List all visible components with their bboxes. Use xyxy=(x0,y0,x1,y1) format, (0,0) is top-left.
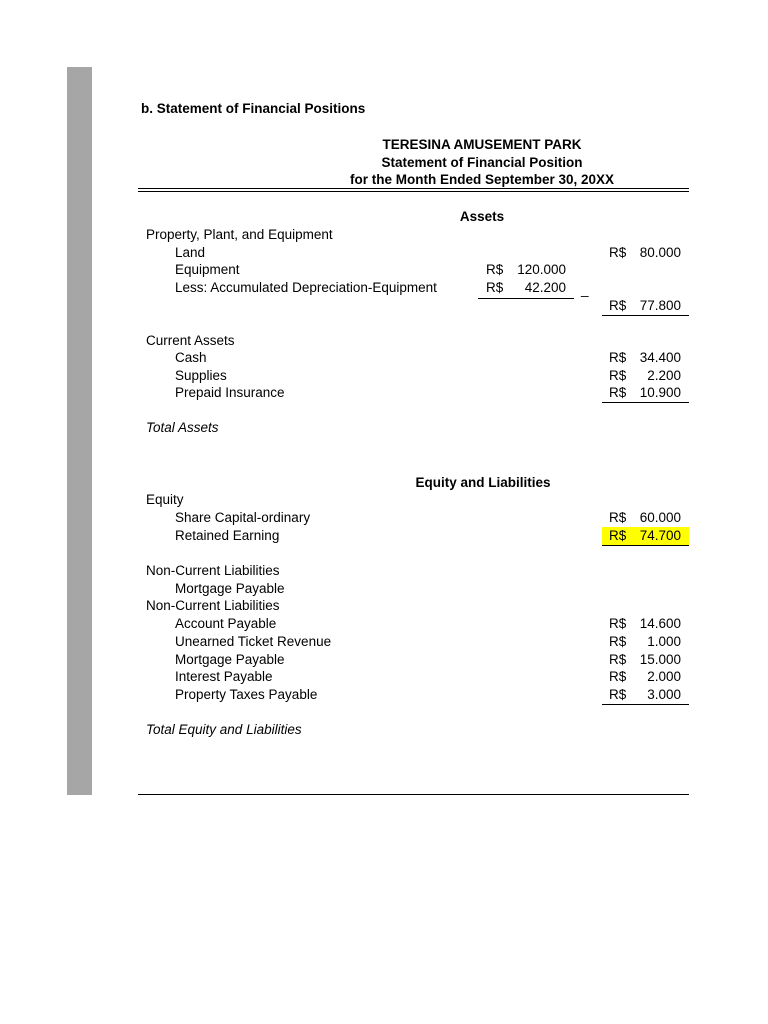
currency-symbol: R$ xyxy=(609,528,627,543)
equity-liabilities-heading: Equity and Liabilities xyxy=(415,475,551,490)
amount-value: 10.900 xyxy=(639,385,681,400)
company-name: TERESINA AMUSEMENT PARK xyxy=(382,137,582,152)
noncurrent-liabilities-label: Non-Current Liabilities xyxy=(146,563,280,578)
amount-value: 60.000 xyxy=(639,510,681,525)
equity-rule xyxy=(602,545,689,546)
currency-symbol: R$ xyxy=(609,385,627,400)
currency-symbol: R$ xyxy=(609,350,627,365)
amount-value: 42.200 xyxy=(524,280,566,295)
accum-dep-amount xyxy=(486,280,566,296)
interest-payable-amount xyxy=(609,669,681,685)
subtraction-mark: _ xyxy=(581,282,589,297)
noncurrent-mortgage-label: Mortgage Payable xyxy=(175,581,285,596)
currency-symbol: R$ xyxy=(609,298,627,313)
statement-title: Statement of Financial Position xyxy=(381,155,583,170)
currency-symbol: R$ xyxy=(609,510,627,525)
amount-value: 3.000 xyxy=(647,687,681,702)
unearned-revenue-amount xyxy=(609,634,681,650)
currency-symbol: R$ xyxy=(609,634,627,649)
share-capital-label: Share Capital-ordinary xyxy=(175,510,311,525)
ppe-subtotal-rule xyxy=(478,298,574,299)
total-equity-liabilities-label: Total Equity and Liabilities xyxy=(146,722,302,737)
header-double-rule-top xyxy=(138,188,689,189)
amount-value: 2.200 xyxy=(647,368,681,383)
amount-value: 80.000 xyxy=(639,245,681,260)
property-taxes-amount xyxy=(609,687,681,703)
land-label: Land xyxy=(175,245,206,260)
account-payable-label: Account Payable xyxy=(175,616,277,631)
header-double-rule-bottom xyxy=(138,191,689,192)
retained-earning-amount xyxy=(609,528,681,544)
amount-value: 14.600 xyxy=(639,616,681,631)
currency-symbol: R$ xyxy=(609,687,627,702)
equipment-amount xyxy=(486,262,566,278)
amount-value: 120.000 xyxy=(517,262,566,277)
currency-symbol: R$ xyxy=(609,245,627,260)
margin-bar xyxy=(67,67,92,795)
prepaid-label: Prepaid Insurance xyxy=(175,385,285,400)
currency-symbol: R$ xyxy=(609,368,627,383)
equity-label: Equity xyxy=(146,492,184,507)
property-taxes-label: Property Taxes Payable xyxy=(175,687,318,702)
interest-payable-label: Interest Payable xyxy=(175,669,273,684)
assets-heading: Assets xyxy=(459,209,505,224)
liabilities-rule xyxy=(602,704,689,705)
account-payable-amount xyxy=(609,616,681,632)
unearned-revenue-label: Unearned Ticket Revenue xyxy=(175,634,332,649)
currency-symbol: R$ xyxy=(609,652,627,667)
accum-dep-label: Less: Accumulated Depreciation-Equipment xyxy=(175,280,437,295)
equipment-label: Equipment xyxy=(175,262,240,277)
amount-value: 2.000 xyxy=(647,669,681,684)
land-amount xyxy=(609,245,681,261)
supplies-amount xyxy=(609,368,681,384)
second-liabilities-label: Non-Current Liabilities xyxy=(146,598,280,613)
currency-symbol: R$ xyxy=(486,280,504,295)
share-capital-amount xyxy=(609,510,681,526)
current-assets-rule xyxy=(602,402,689,403)
currency-symbol: R$ xyxy=(609,669,627,684)
statement-period: for the Month Ended September 30, 20XX xyxy=(349,172,615,187)
amount-value: 34.400 xyxy=(639,350,681,365)
amount-value: 77.800 xyxy=(639,298,681,313)
ppe-total-rule xyxy=(602,315,689,316)
net-equipment-amount xyxy=(609,298,681,314)
supplies-label: Supplies xyxy=(175,368,227,383)
ppe-label: Property, Plant, and Equipment xyxy=(146,227,333,242)
current-assets-label: Current Assets xyxy=(146,333,235,348)
total-assets-label: Total Assets xyxy=(146,420,219,435)
mortgage-payable-amount xyxy=(609,652,681,668)
section-heading: b. Statement of Financial Positions xyxy=(141,101,366,116)
amount-value: 74.700 xyxy=(639,528,681,543)
currency-symbol: R$ xyxy=(486,262,504,277)
footer-rule xyxy=(138,794,689,795)
amount-value: 15.000 xyxy=(639,652,681,667)
currency-symbol: R$ xyxy=(609,616,627,631)
prepaid-amount xyxy=(609,385,681,401)
mortgage-payable-label: Mortgage Payable xyxy=(175,652,285,667)
amount-value: 1.000 xyxy=(647,634,681,649)
cash-label: Cash xyxy=(175,350,207,365)
retained-earning-label: Retained Earning xyxy=(175,528,280,543)
cash-amount xyxy=(609,350,681,366)
